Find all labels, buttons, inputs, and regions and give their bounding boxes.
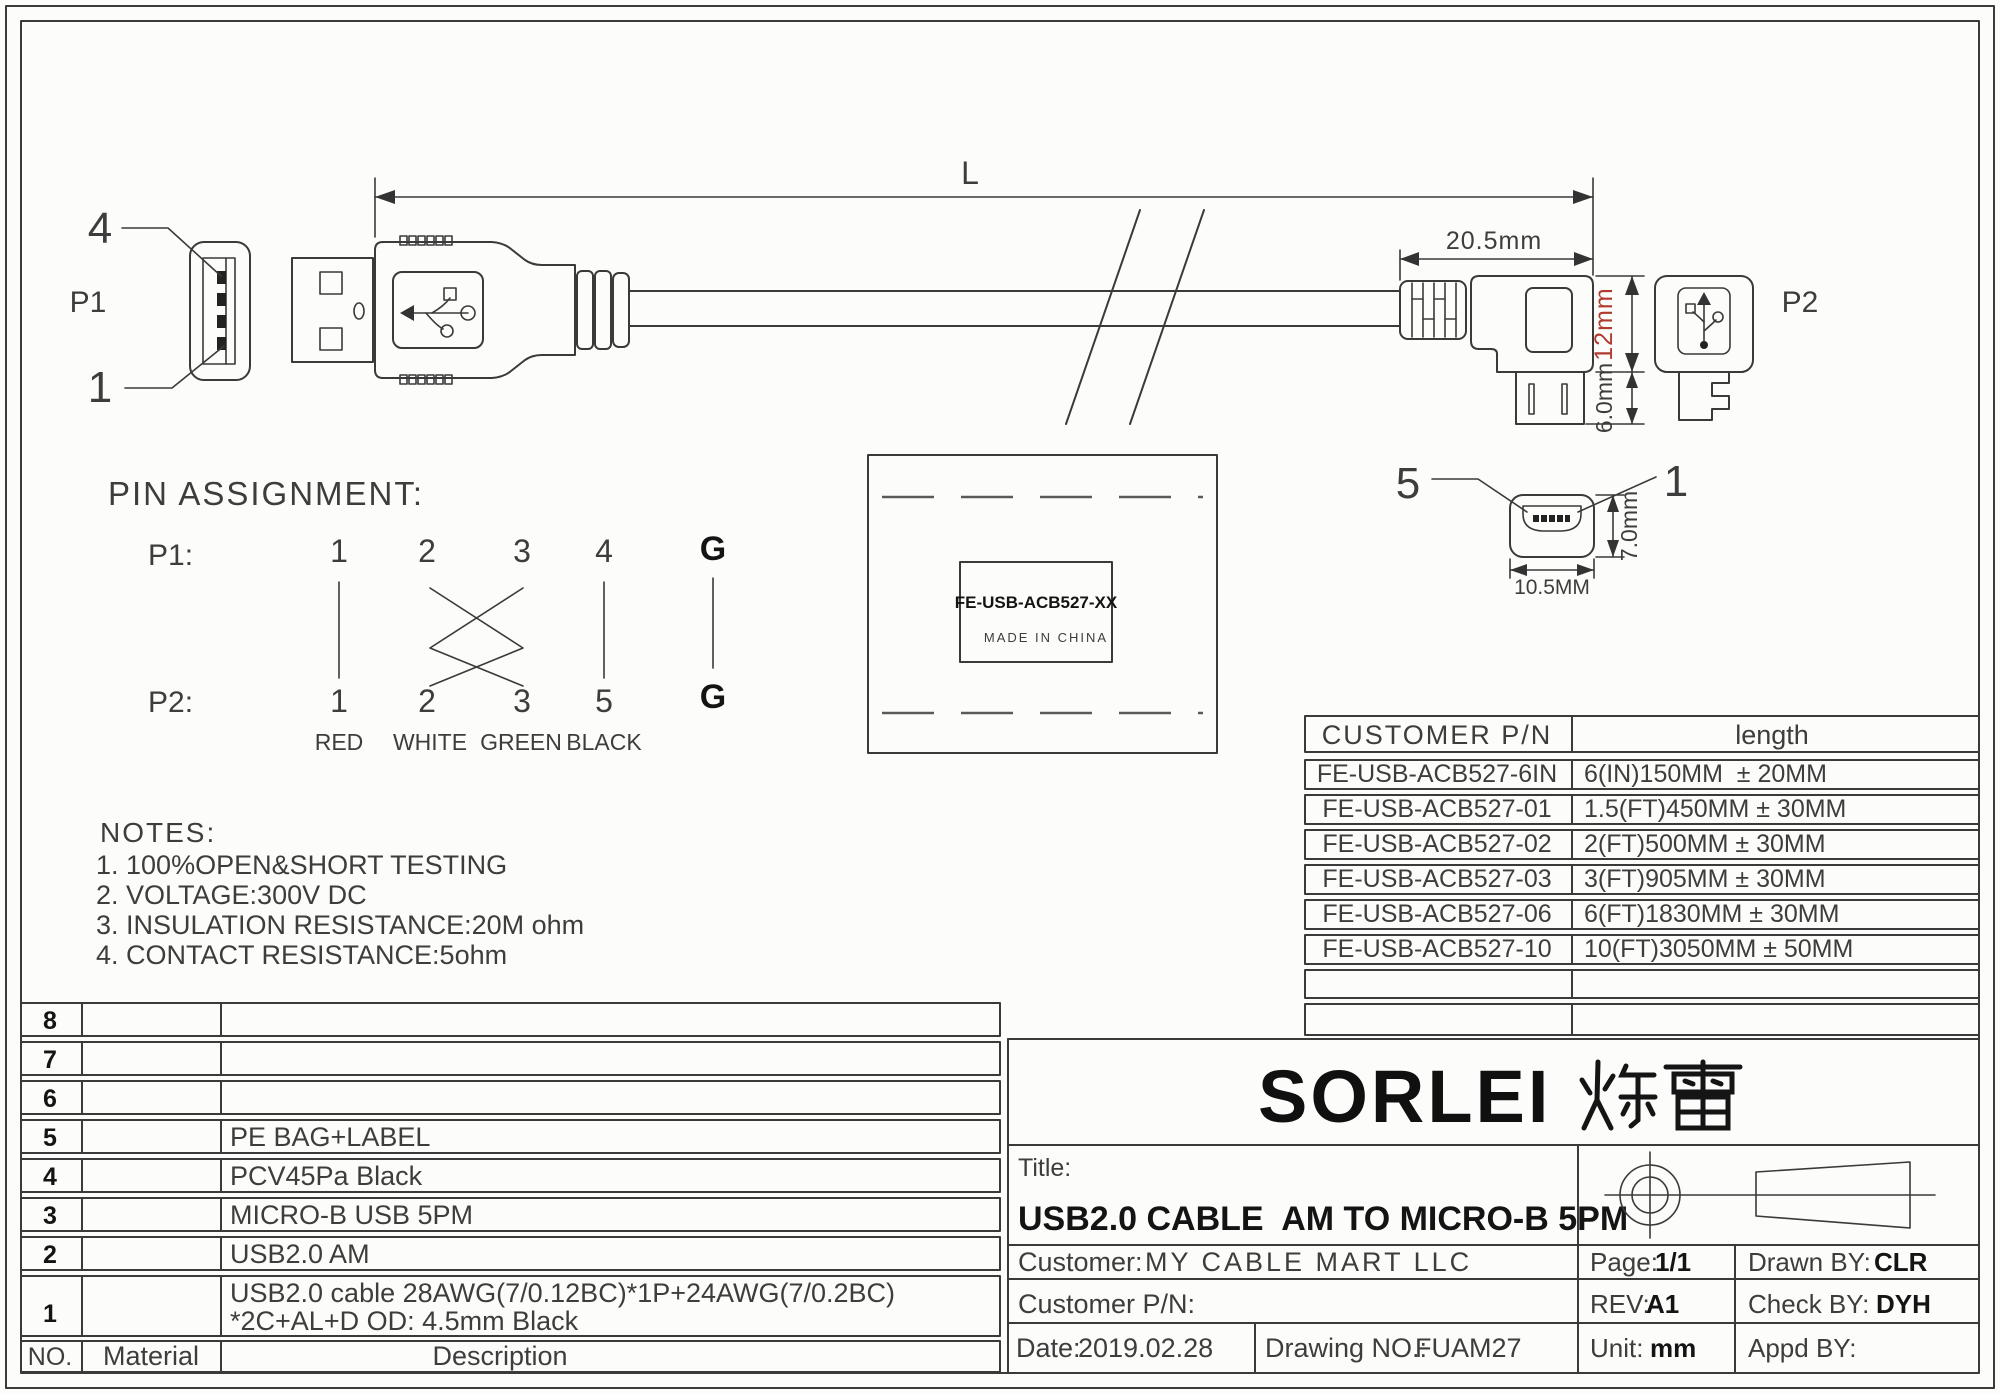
dim-7-0: 7.0mm: [1616, 490, 1642, 562]
material-row: [21, 1159, 1000, 1192]
material-row: [21, 1237, 1000, 1270]
customer-value: MY CABLE MART LLC: [1145, 1247, 1473, 1277]
break-line: [1066, 210, 1140, 424]
logo-cjk-glyphs: [1582, 1062, 1740, 1128]
p2-pin: 1: [330, 683, 348, 719]
rev-label: REV:: [1590, 1289, 1650, 1319]
p1-row-label: P1:: [148, 539, 194, 572]
pin1-face-callout: 1: [1663, 457, 1689, 506]
row-description: USB2.0 AM: [230, 1239, 370, 1269]
logo-text: SORLEI: [1258, 1055, 1552, 1138]
usb-trident-small-icon: [1686, 292, 1723, 349]
pin4-callout: 4: [87, 204, 113, 253]
break-line: [1130, 210, 1204, 424]
note-item: 4. CONTACT RESISTANCE:5ohm: [96, 940, 508, 970]
length-cell: 10(FT)3050MM ± 50MM: [1584, 935, 1854, 963]
pin-assignment-title: PIN ASSIGNMENT:: [108, 475, 425, 512]
micro-b-side-view: [1400, 276, 1593, 424]
notes-title: NOTES:: [100, 817, 217, 848]
micro-b-front-view: [1655, 276, 1818, 420]
drawing-no-value: FUAM27: [1415, 1333, 1522, 1363]
ground-top: G: [699, 530, 727, 568]
strain-relief-a: [577, 271, 629, 349]
length-cell: 6(IN)150MM ± 20MM: [1584, 760, 1827, 788]
row-description: USB2.0 cable 28AWG(7/0.12BC)*1P+24AWG(7/0.2BC): [230, 1278, 896, 1308]
pin1-callout: 1: [87, 363, 113, 412]
pn-cell: FE-USB-ACB527-03: [1322, 865, 1552, 893]
pn-cell: FE-USB-ACB527-01: [1322, 795, 1552, 823]
row-no: 5: [43, 1124, 57, 1152]
header-description: Description: [432, 1341, 568, 1371]
check-value: DYH: [1876, 1289, 1931, 1319]
strain-relief-b: [1412, 283, 1456, 337]
check-label: Check BY:: [1748, 1289, 1870, 1319]
pn-row: [1305, 900, 1979, 929]
material-row: [21, 1003, 1000, 1036]
length-cell: 3(FT)905MM ± 30MM: [1584, 865, 1826, 893]
rev-value: A1: [1646, 1289, 1680, 1319]
wire-color: RED: [314, 729, 364, 755]
cable: [629, 210, 1400, 424]
receptacle-pins: [1533, 515, 1570, 522]
note-item: 2. VOLTAGE:300V DC: [96, 880, 367, 910]
material-header-row: [21, 1341, 1000, 1372]
drawing-title: USB2.0 CABLE AM TO MICRO-B 5PM: [1018, 1200, 1629, 1238]
unit-label: Unit:: [1590, 1333, 1644, 1363]
bag-origin: MADE IN CHINA: [983, 630, 1109, 645]
pin5-callout: 5: [1395, 459, 1421, 508]
wire-color: GREEN: [480, 729, 562, 755]
notes: [96, 817, 584, 970]
dim-12: 12mm: [1590, 287, 1618, 361]
wire-color: WHITE: [392, 729, 468, 755]
row-no: 1: [43, 1300, 57, 1328]
pn-row: [1305, 830, 1979, 859]
note-item: 3. INSULATION RESISTANCE:20M ohm: [96, 910, 585, 940]
dim-6-0: 6.0mm: [1591, 362, 1617, 434]
pn-cell: FE-USB-ACB527-6IN: [1316, 760, 1558, 788]
ground-bottom: G: [699, 678, 727, 716]
row-no: 8: [43, 1007, 57, 1035]
material-table: [21, 1003, 1000, 1372]
header-material: Material: [102, 1341, 200, 1371]
pn-header: CUSTOMER P/N: [1321, 720, 1553, 750]
pin-assignment: [108, 475, 726, 755]
wire-color: BLACK: [566, 729, 642, 755]
pn-cell: FE-USB-ACB527-06: [1322, 900, 1552, 928]
page-value: 1/1: [1655, 1247, 1692, 1277]
pn-cell: FE-USB-ACB527-02: [1322, 830, 1552, 858]
length-cell: 6(FT)1830MM ± 30MM: [1584, 900, 1840, 928]
drawn-label: Drawn BY:: [1748, 1247, 1871, 1277]
row-description: *2C+AL+D OD: 4.5mm Black: [230, 1306, 579, 1336]
pn-row: [1305, 795, 1979, 824]
row-description: PE BAG+LABEL: [230, 1122, 431, 1152]
note-item: 1. 100%OPEN&SHORT TESTING: [96, 850, 508, 880]
material-row: [21, 1081, 1000, 1114]
dim-10-5: 10.5MM: [1514, 576, 1590, 599]
length-header: length: [1735, 720, 1809, 750]
drawing-no-label: Drawing NO.:: [1265, 1333, 1428, 1363]
p1-pin: 2: [418, 533, 436, 569]
packaging-bag: [868, 455, 1217, 753]
p2-label: P2: [1781, 286, 1819, 319]
pn-cell: FE-USB-ACB527-10: [1322, 935, 1552, 963]
usb-a-front-view: [70, 204, 250, 412]
row-description: MICRO-B USB 5PM: [230, 1200, 474, 1230]
p2-row-label: P2:: [148, 686, 194, 719]
p1-label: P1: [69, 286, 107, 319]
dim-20-5: 20.5mm: [1445, 227, 1543, 255]
date-label: Date:: [1016, 1333, 1081, 1363]
p2-pin: 5: [595, 683, 613, 719]
p1-pin: 1: [330, 533, 348, 569]
bag-part-number: FE-USB-ACB527-XX: [954, 593, 1118, 612]
customer-pn-label: Customer P/N:: [1018, 1289, 1196, 1319]
unit-value: mm: [1650, 1333, 1697, 1363]
title-block: [1008, 1039, 1979, 1373]
pn-row: [1305, 760, 1979, 789]
title-label: Title:: [1018, 1154, 1072, 1182]
date-value: 2019.02.28: [1078, 1333, 1214, 1363]
customer-pn-table: [1305, 716, 1979, 1035]
appd-label: Appd BY:: [1748, 1333, 1857, 1363]
material-row: [21, 1198, 1000, 1231]
p2-pin: 2: [418, 683, 436, 719]
p1-pin: 4: [595, 533, 613, 569]
material-row: [21, 1120, 1000, 1153]
length-cell: 1.5(FT)450MM ± 30MM: [1584, 795, 1847, 823]
pn-row: [1305, 935, 1979, 964]
row-no: 2: [43, 1241, 57, 1269]
dim-L: L: [961, 155, 979, 191]
dimensions: [375, 155, 1644, 599]
row-no: 3: [43, 1202, 57, 1230]
usb-trident-icon: [400, 288, 475, 337]
customer-label: Customer:: [1018, 1247, 1143, 1277]
usb-a-side-view: [292, 236, 629, 384]
micro-b-face-view: [1396, 457, 1688, 557]
row-no: 6: [43, 1085, 57, 1113]
projection-symbol-icon: [1605, 1152, 1935, 1238]
header-no: NO.: [27, 1343, 73, 1371]
p2-pin: 3: [513, 683, 531, 719]
drawn-value: CLR: [1874, 1247, 1928, 1277]
material-row: [21, 1042, 1000, 1075]
row-description: PCV45Pa Black: [230, 1161, 423, 1191]
p1-pin: 3: [513, 533, 531, 569]
material-row: [21, 1276, 1000, 1336]
page-label: Page:: [1590, 1247, 1658, 1277]
pn-row: [1305, 865, 1979, 894]
row-no: 7: [43, 1046, 57, 1074]
row-no: 4: [43, 1163, 57, 1191]
wire-connections: [339, 578, 713, 686]
length-cell: 2(FT)500MM ± 30MM: [1584, 830, 1826, 858]
